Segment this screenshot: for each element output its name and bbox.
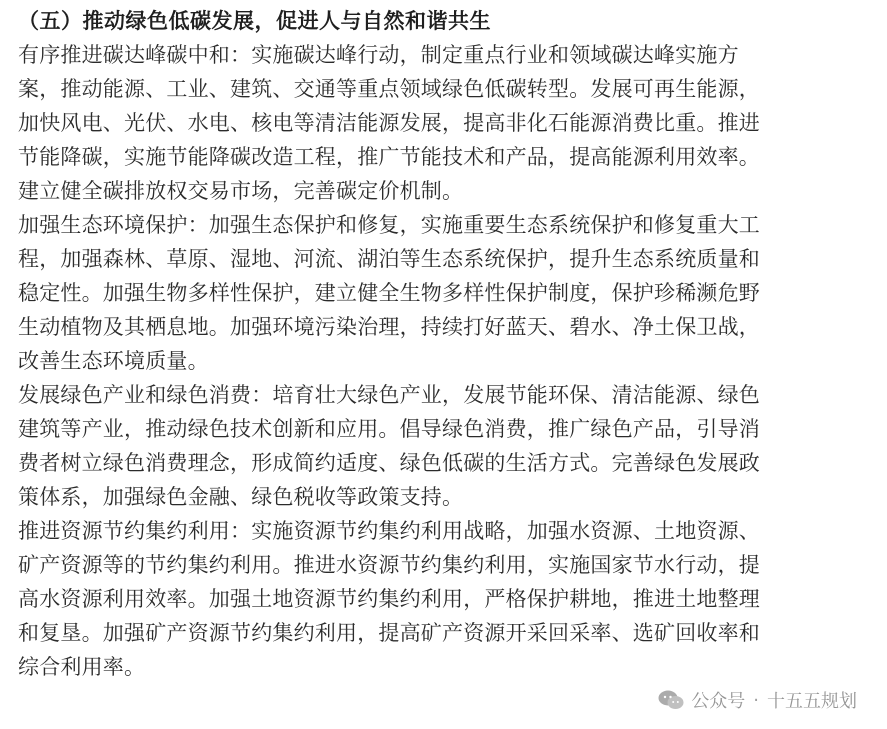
section-heading: （五）推动绿色低碳发展，促进人与自然和谐共生 (18, 9, 491, 33)
paragraph-line: 案，推动能源、工业、建筑、交通等重点领域绿色低碳转型。发展可再生能源， (18, 77, 760, 101)
paragraph-carbon (18, 38, 874, 208)
paragraph-line: 和复垦。加强矿产资源节约集约利用，提高矿产资源开采回采率、选矿回收率和 (18, 621, 760, 645)
watermark-separator: · (753, 689, 759, 711)
paragraph-line: 改善生态环境质量。 (18, 349, 209, 373)
paragraph-line: 有序推进碳达峰碳中和：实施碳达峰行动，制定重点行业和领域碳达峰实施方 (18, 43, 739, 67)
watermark (657, 687, 857, 713)
paragraph-line: 节能降碳，实施节能降碳改造工程，推广节能技术和产品，提高能源利用效率。 (18, 145, 760, 169)
paragraph-line: 加快风电、光伏、水电、核电等清洁能源发展，提高非化石能源消费比重。推进 (18, 111, 760, 135)
watermark-label: 公众号 (691, 691, 746, 712)
paragraph-line: 高水资源利用效率。加强土地资源节约集约利用，严格保护耕地，推进土地整理 (18, 587, 760, 611)
paragraph-line: 加强生态环境保护：加强生态保护和修复，实施重要生态系统保护和修复重大工 (18, 213, 760, 237)
watermark-account: 十五五规划 (767, 691, 857, 712)
article (18, 6, 874, 684)
paragraph-line: 矿产资源等的节约集约利用。推进水资源节约集约利用，实施国家节水行动，提 (18, 553, 760, 577)
paragraph-line: 发展绿色产业和绿色消费：培育壮大绿色产业，发展节能环保、清洁能源、绿色 (18, 383, 760, 407)
paragraph-ecology (18, 208, 874, 378)
paragraph-line: 建立健全碳排放权交易市场，完善碳定价机制。 (18, 179, 464, 203)
paragraph-line: 推进资源节约集约利用：实施资源节约集约利用战略，加强水资源、土地资源、 (18, 519, 760, 543)
wechat-icon (657, 689, 685, 711)
paragraph-line: 策体系，加强绿色金融、绿色税收等政策支持。 (18, 485, 464, 509)
paragraph-line: 综合利用率。 (18, 655, 146, 679)
paragraph-resources (18, 514, 874, 684)
paragraph-line: 稳定性。加强生物多样性保护，建立健全生物多样性保护制度，保护珍稀濒危野 (18, 281, 760, 305)
paragraph-line: 程，加强森林、草原、湿地、河流、湖泊等生态系统保护，提升生态系统质量和 (18, 247, 760, 271)
paragraph-line: 费者树立绿色消费理念，形成简约适度、绿色低碳的生活方式。完善绿色发展政 (18, 451, 760, 475)
paragraph-line: 建筑等产业，推动绿色技术创新和应用。倡导绿色消费，推广绿色产品，引导消 (18, 417, 760, 441)
paragraph-line: 生动植物及其栖息地。加强环境污染治理，持续打好蓝天、碧水、净土保卫战， (18, 315, 760, 339)
paragraph-green-industry (18, 378, 874, 514)
